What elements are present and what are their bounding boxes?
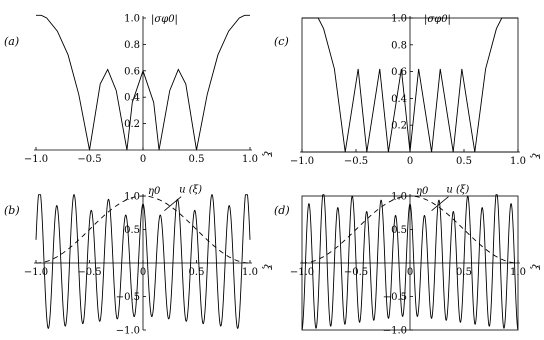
x-tick-label: 0: [139, 154, 147, 165]
y-tick-label: 1.0: [391, 13, 407, 25]
series-label: u (ξ): [446, 184, 470, 196]
x-tick-label: 1.0: [242, 267, 258, 278]
x-tick-label: −1.0: [289, 156, 315, 167]
x-tick-label: 0.5: [188, 267, 205, 278]
y-tick-label: 0.8: [391, 40, 407, 52]
y-tick-label: 0.6: [124, 66, 140, 78]
x-tick-label: 0: [139, 267, 147, 278]
y-tick-label: 1.0: [391, 191, 407, 203]
x-tick-label: −1.0: [289, 267, 315, 278]
x-axis-label: ξ: [261, 151, 272, 157]
y-tick-label: 0.4: [124, 92, 140, 104]
x-tick-label: −0.5: [77, 267, 102, 278]
y-axis-label: η0: [416, 186, 429, 197]
y-tick-label: 0.5: [391, 225, 407, 236]
panel-label: (d): [274, 204, 290, 217]
y-tick-label: 0.6: [391, 67, 407, 79]
x-tick-label: 0.5: [456, 156, 472, 167]
panel-b: [4, 185, 272, 337]
x-tick-label: 0: [406, 267, 414, 278]
y-axis-label: η0: [148, 186, 161, 197]
series-label: u (ξ): [179, 184, 203, 196]
panel-label: (b): [4, 204, 20, 217]
y-tick-label: 0.2: [124, 119, 140, 131]
panel-label: (a): [4, 35, 20, 48]
y-tick-label: 0.5: [124, 225, 140, 236]
x-axis-label: ξ: [261, 264, 272, 270]
y-tick-label: −1.0: [115, 325, 140, 337]
x-tick-label: 1.0: [510, 156, 526, 167]
y-tick-label: −0.5: [382, 292, 407, 303]
x-tick-label: −1.0: [23, 267, 49, 278]
x-tick-label: 0.5: [456, 267, 472, 278]
y-tick-label: 0.4: [391, 93, 407, 105]
x-tick-label: 1.0: [242, 154, 258, 165]
x-tick-label: 0: [406, 156, 414, 167]
x-axis-label: ξ: [529, 153, 540, 159]
panel-c: [274, 14, 540, 168]
y-tick-label: 0.2: [391, 120, 407, 132]
y-tick-label: −1.0: [382, 325, 407, 337]
x-tick-label: −1.0: [23, 154, 49, 165]
x-tick-label: −0.5: [343, 267, 369, 278]
x-axis-label: ξ: [529, 264, 540, 270]
y-axis-label: |σφ0|: [424, 14, 451, 25]
panel-a: [4, 14, 272, 166]
y-axis-label: |σφ0|: [151, 14, 178, 25]
y-tick-label: 1.0: [124, 191, 140, 203]
y-tick-label: 1.0: [124, 13, 140, 25]
x-tick-label: −0.5: [343, 156, 369, 167]
y-tick-label: −0.5: [115, 292, 140, 303]
x-tick-label: −0.5: [77, 154, 102, 165]
panel-d: [274, 185, 540, 337]
x-tick-label: 0.5: [188, 154, 205, 165]
x-tick-label: 1.0: [510, 267, 526, 278]
panel-label: (c): [274, 35, 289, 48]
y-tick-label: 0.8: [124, 39, 140, 51]
